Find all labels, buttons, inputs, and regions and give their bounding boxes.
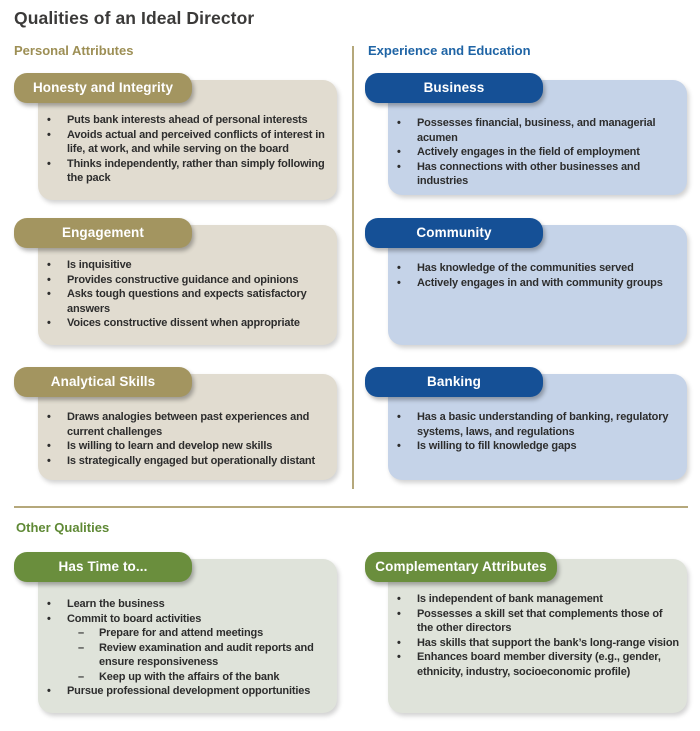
bullet-item: • Enhances board member diversity (e.g., gender, ethnicity, industry, socioeconomic profile) (388, 650, 681, 679)
bullet-item: • Pursue professional development opportunities (38, 684, 331, 699)
box-header-banking: Banking (365, 367, 543, 397)
box-header-engagement: Engagement (14, 218, 192, 248)
bullet-item: • Avoids actual and perceived conflicts of interest in life, at work, and while serving on the board (38, 128, 331, 157)
page-title: Qualities of an Ideal Director (14, 8, 255, 28)
bullet-item: • Puts bank interests ahead of personal interests (38, 113, 331, 128)
bullet-item: • Is independent of bank management (388, 592, 681, 607)
bullet-item: • Is strategically engaged but operationally distant (38, 454, 331, 469)
box-has-time-to (38, 559, 337, 713)
bullet-item: • Has connections with other businesses and industries (388, 160, 681, 189)
bullet-item: • Possesses financial, business, and managerial acumen (388, 116, 681, 145)
bullet-list (38, 113, 331, 186)
box-complementary-attributes (388, 559, 687, 713)
box-header-community: Community (365, 218, 543, 248)
bullet-item: • Is willing to learn and develop new skills (38, 439, 331, 454)
section-label-personal-attributes: Personal Attributes (14, 43, 134, 58)
bullet-list (38, 597, 331, 699)
bullet-list (388, 410, 681, 454)
section-divider-line (14, 506, 688, 508)
bullet-item (38, 612, 331, 685)
bullet-list (38, 410, 331, 468)
bullet-text: Commit to board activities (67, 612, 202, 625)
bullet-item: • Voices constructive dissent when appropriate (38, 316, 331, 331)
sub-bullet-list (67, 626, 331, 684)
bullet-list (38, 258, 331, 331)
box-header-business: Business (365, 73, 543, 103)
bullet-item: • Actively engages in the field of employment (388, 145, 681, 160)
sub-bullet-item: – Keep up with the affairs of the bank (78, 670, 331, 685)
column-divider-line (352, 46, 354, 489)
bullet-item: • Has a basic understanding of banking, regulatory systems, laws, and regulations (388, 410, 681, 439)
bullet-list (388, 261, 681, 290)
bullet-item: • Learn the business (38, 597, 331, 612)
bullet-item: • Possesses a skill set that complements those of the other directors (388, 607, 681, 636)
bullet-item: • Draws analogies between past experiences and current challenges (38, 410, 331, 439)
bullet-item: • Provides constructive guidance and opinions (38, 273, 331, 288)
bullet-item: • Is inquisitive (38, 258, 331, 273)
sub-bullet-item: – Review examination and audit reports and ensure responsiveness (78, 641, 331, 670)
bullet-item: • Thinks independently, rather than simply following the pack (38, 157, 331, 186)
box-header-analytical-skills: Analytical Skills (14, 367, 192, 397)
sub-bullet-item: – Prepare for and attend meetings (78, 626, 331, 641)
bullet-item: • Actively engages in and with community groups (388, 276, 681, 291)
section-label-other-qualities: Other Qualities (16, 520, 110, 535)
section-label-experience-education: Experience and Education (368, 43, 531, 58)
bullet-list (388, 592, 681, 679)
box-header-complementary-attributes: Complementary Attributes (365, 552, 557, 582)
box-header-has-time-to: Has Time to... (14, 552, 192, 582)
bullet-item: • Has skills that support the bank’s long-range vision (388, 636, 681, 651)
box-header-honesty-integrity: Honesty and Integrity (14, 73, 192, 103)
bullet-list (388, 116, 681, 189)
bullet-item: • Is willing to fill knowledge gaps (388, 439, 681, 454)
bullet-item: • Asks tough questions and expects satisfactory answers (38, 287, 331, 316)
bullet-item: • Has knowledge of the communities served (388, 261, 681, 276)
